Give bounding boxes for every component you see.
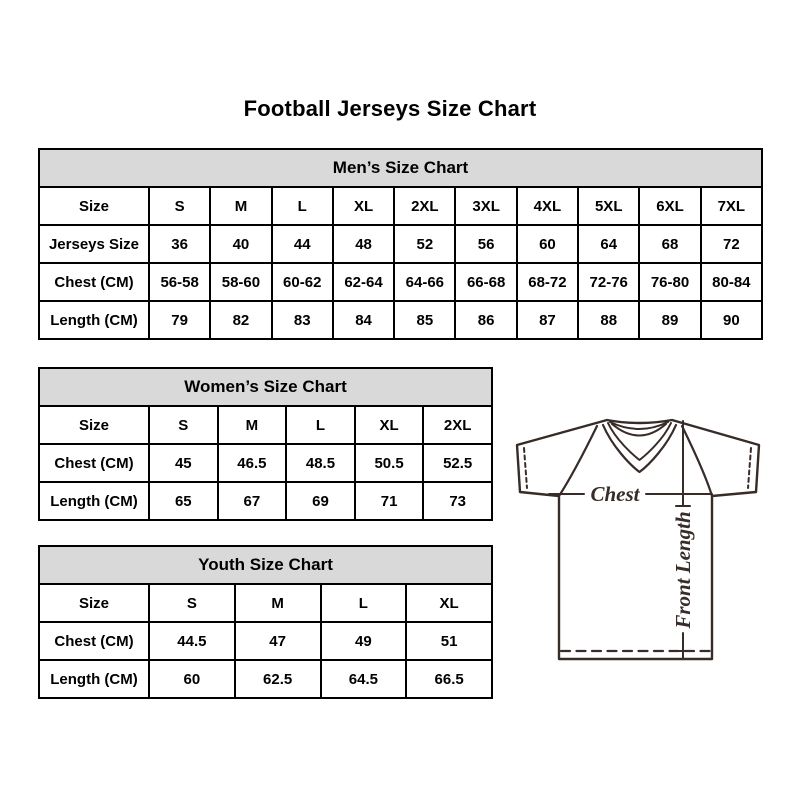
value-cell: 82 xyxy=(210,301,271,339)
value-cell: 64.5 xyxy=(321,660,407,698)
value-cell: 65 xyxy=(149,482,218,520)
value-cell: 66.5 xyxy=(406,660,492,698)
value-cell: 47 xyxy=(235,622,321,660)
value-cell: XL xyxy=(333,187,394,225)
value-cell: M xyxy=(210,187,271,225)
value-cell: 73 xyxy=(423,482,492,520)
value-cell: XL xyxy=(355,406,424,444)
value-cell: 72 xyxy=(701,225,762,263)
left-cuff-dashed-line xyxy=(524,448,527,488)
value-cell: 48 xyxy=(333,225,394,263)
value-cell: 64-66 xyxy=(394,263,455,301)
value-cell: 62.5 xyxy=(235,660,321,698)
youth-table-title: Youth Size Chart xyxy=(39,546,492,584)
value-cell: 52.5 xyxy=(423,444,492,482)
value-cell: 4XL xyxy=(517,187,578,225)
value-cell: 88 xyxy=(578,301,639,339)
value-cell: 68-72 xyxy=(517,263,578,301)
value-cell: 62-64 xyxy=(333,263,394,301)
row-label-cell: Size xyxy=(39,406,149,444)
row-label-cell: Size xyxy=(39,187,149,225)
value-cell: 60 xyxy=(517,225,578,263)
value-cell: 6XL xyxy=(639,187,700,225)
value-cell: 76-80 xyxy=(639,263,700,301)
value-cell: 45 xyxy=(149,444,218,482)
value-cell: 49 xyxy=(321,622,407,660)
row-label-cell: Chest (CM) xyxy=(39,622,149,660)
value-cell: 50.5 xyxy=(355,444,424,482)
value-cell: M xyxy=(218,406,287,444)
value-cell: 83 xyxy=(272,301,333,339)
row-label-cell: Chest (CM) xyxy=(39,444,149,482)
row-label-cell: Size xyxy=(39,584,149,622)
jersey-measurement-diagram xyxy=(511,417,764,663)
value-cell: 60-62 xyxy=(272,263,333,301)
table-row xyxy=(39,187,762,225)
value-cell: S xyxy=(149,187,210,225)
value-cell: L xyxy=(272,187,333,225)
value-cell: 71 xyxy=(355,482,424,520)
table-row xyxy=(39,301,762,339)
value-cell: 5XL xyxy=(578,187,639,225)
value-cell: 56-58 xyxy=(149,263,210,301)
value-cell: 87 xyxy=(517,301,578,339)
value-cell: 3XL xyxy=(455,187,516,225)
value-cell: 2XL xyxy=(394,187,455,225)
value-cell: 72-76 xyxy=(578,263,639,301)
value-cell: XL xyxy=(406,584,492,622)
value-cell: 67 xyxy=(218,482,287,520)
value-cell: 7XL xyxy=(701,187,762,225)
womens-table-title: Women’s Size Chart xyxy=(39,368,492,406)
mens-size-table xyxy=(38,148,763,340)
value-cell: 56 xyxy=(455,225,516,263)
value-cell: 40 xyxy=(210,225,271,263)
value-cell: 36 xyxy=(149,225,210,263)
value-cell: 52 xyxy=(394,225,455,263)
page-title: Football Jerseys Size Chart xyxy=(243,96,537,121)
value-cell: S xyxy=(149,406,218,444)
table-row xyxy=(39,660,492,698)
value-cell: 84 xyxy=(333,301,394,339)
value-cell: 58-60 xyxy=(210,263,271,301)
mens-table-header-row xyxy=(39,149,762,187)
chest-measure-label: Chest xyxy=(590,482,640,506)
value-cell: M xyxy=(235,584,321,622)
row-label-cell: Length (CM) xyxy=(39,482,149,520)
value-cell: 85 xyxy=(394,301,455,339)
value-cell: 86 xyxy=(455,301,516,339)
row-label-cell: Length (CM) xyxy=(39,301,149,339)
womens-table-header-row xyxy=(39,368,492,406)
right-cuff-dashed-line xyxy=(748,448,751,488)
value-cell: 89 xyxy=(639,301,700,339)
value-cell: S xyxy=(149,584,235,622)
table-row xyxy=(39,406,492,444)
value-cell: 64 xyxy=(578,225,639,263)
table-row xyxy=(39,263,762,301)
table-row xyxy=(39,444,492,482)
table-row xyxy=(39,482,492,520)
mens-table-title: Men’s Size Chart xyxy=(39,149,762,187)
value-cell: L xyxy=(321,584,407,622)
value-cell: 60 xyxy=(149,660,235,698)
value-cell: 44.5 xyxy=(149,622,235,660)
row-label-cell: Length (CM) xyxy=(39,660,149,698)
value-cell: 68 xyxy=(639,225,700,263)
table-row xyxy=(39,622,492,660)
value-cell: 51 xyxy=(406,622,492,660)
youth-table-header-row xyxy=(39,546,492,584)
value-cell: 79 xyxy=(149,301,210,339)
value-cell: 48.5 xyxy=(286,444,355,482)
value-cell: 80-84 xyxy=(701,263,762,301)
row-label-cell: Jerseys Size xyxy=(39,225,149,263)
value-cell: 69 xyxy=(286,482,355,520)
right-armhole-seam xyxy=(682,426,712,496)
front-length-measure-label: Front Length xyxy=(671,511,695,629)
value-cell: 66-68 xyxy=(455,263,516,301)
table-row xyxy=(39,584,492,622)
jersey-outline-shape xyxy=(517,420,759,659)
value-cell: 46.5 xyxy=(218,444,287,482)
womens-size-table xyxy=(38,367,493,521)
youth-size-table xyxy=(38,545,493,699)
row-label-cell: Chest (CM) xyxy=(39,263,149,301)
value-cell: 2XL xyxy=(423,406,492,444)
value-cell: 90 xyxy=(701,301,762,339)
value-cell: L xyxy=(286,406,355,444)
table-row xyxy=(39,225,762,263)
value-cell: 44 xyxy=(272,225,333,263)
